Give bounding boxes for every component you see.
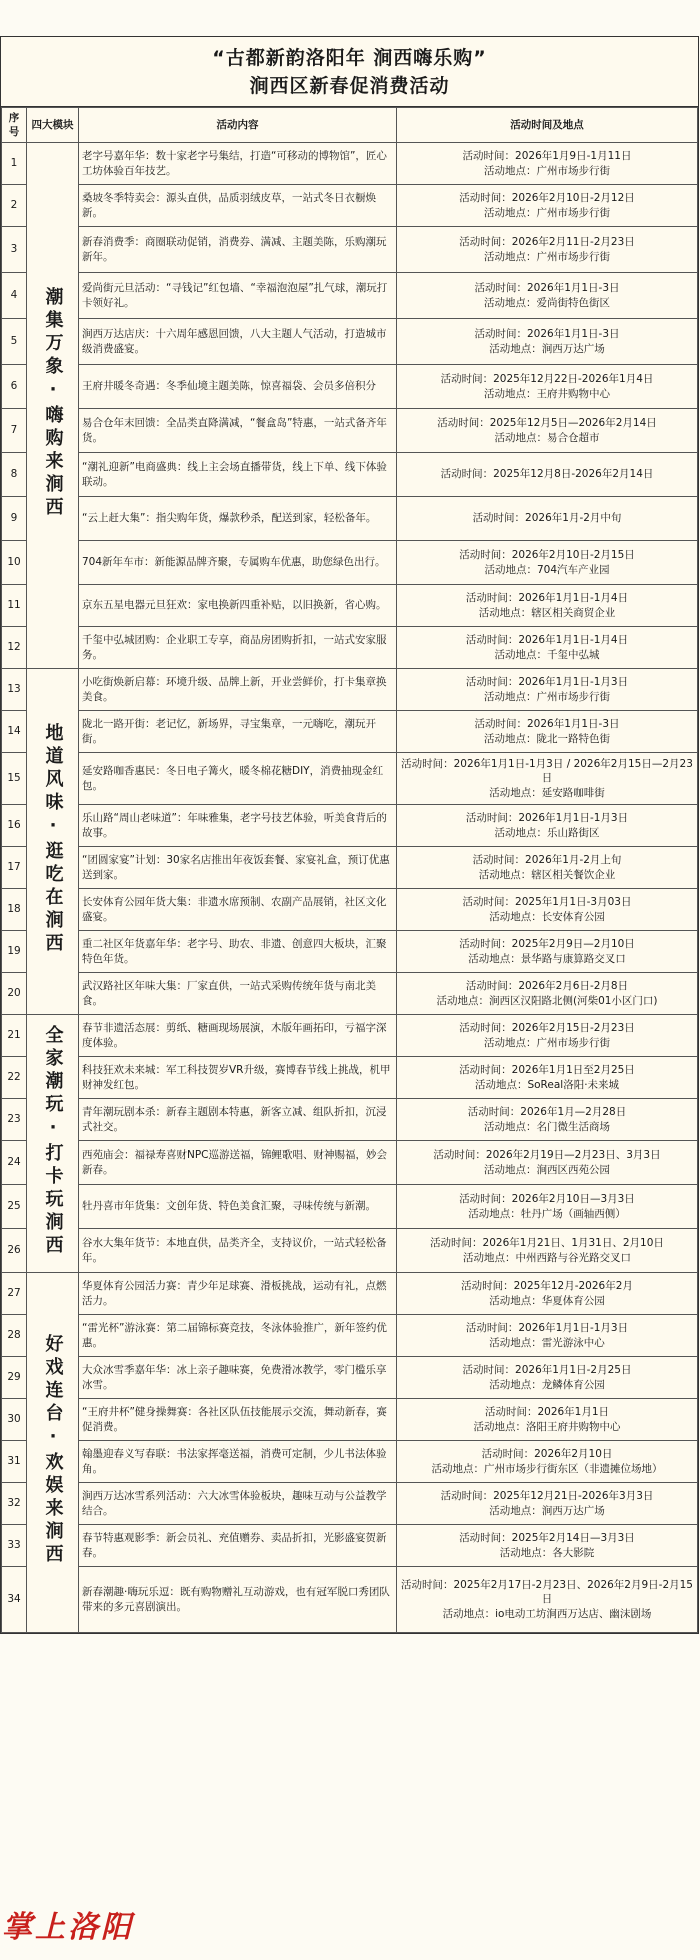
activity-time: 活动时间：2026年1月1日至2月25日 xyxy=(459,1064,635,1076)
activity-place: 活动地点：华夏体育公园 xyxy=(489,1294,605,1307)
activity-place: 活动地点：牡丹广场（画轴西侧） xyxy=(468,1207,626,1220)
row-number: 33 xyxy=(2,1525,27,1567)
activity-time: 活动时间：2026年1月21日、1月31日、2月10日 xyxy=(430,1237,664,1249)
activity-place: 活动地点：io电动工坊涧西万达店、幽沫剧场 xyxy=(442,1607,652,1620)
table-row xyxy=(2,1229,698,1273)
module-label: 潮集万象·嗨购来涧西 xyxy=(42,286,64,520)
row-number: 31 xyxy=(2,1441,27,1483)
table-row xyxy=(2,847,698,889)
row-number: 20 xyxy=(2,973,27,1015)
activity-time: 活动时间：2025年2月9日—2月10日 xyxy=(459,938,635,950)
activity-time: 活动时间：2026年1月1日-1月3日 xyxy=(465,676,629,688)
table-row xyxy=(2,1141,698,1185)
table-row xyxy=(2,273,698,319)
activity-place: 活动地点：704汽车产业园 xyxy=(484,563,610,576)
row-number: 7 xyxy=(2,409,27,453)
activity-content: 谷水大集年货节：本地直供，品类齐全，支持议价，一站式轻松备年。 xyxy=(79,1229,397,1273)
row-number: 18 xyxy=(2,889,27,931)
activity-time: 活动时间：2026年1月1日-1月4日 xyxy=(465,592,629,604)
activity-time: 活动时间：2026年1月1日-1月3日 / 2026年2月15日—2月23日 xyxy=(401,757,693,785)
activity-content: 春节非遗活态展：剪纸、糖画现场展演，木版年画拓印，亏福字深度体验。 xyxy=(79,1015,397,1057)
activity-place: 活动地点：辖区相关商贸企业 xyxy=(478,606,616,619)
activity-time: 活动时间：2026年1月—2月28日 xyxy=(467,1106,627,1118)
module-cell xyxy=(27,1015,79,1273)
activity-time: 活动时间：2025年12月8日-2026年2月14日 xyxy=(440,468,654,481)
activity-content: 科技狂欢未来城：军工科技贺岁VR升级，赛博春节线上挑战，机甲财神发红包。 xyxy=(79,1057,397,1099)
activity-content: 青年潮玩剧本杀：新春主题剧本特惠，新客立减、组队折扣，沉浸式社交。 xyxy=(79,1099,397,1141)
activity-time-place xyxy=(397,1483,698,1525)
row-number: 5 xyxy=(2,319,27,365)
activity-time: 活动时间：2025年12月5日—2026年2月14日 xyxy=(437,417,657,429)
activity-time: 活动时间：2026年2月10日-2月12日 xyxy=(459,192,635,204)
activity-place: 活动地点：长安体育公园 xyxy=(489,910,605,923)
activity-time: 活动时间：2026年1月9日-1月11日 xyxy=(462,150,632,162)
activity-place: 活动地点：涧西万达广场 xyxy=(489,342,605,355)
row-number: 29 xyxy=(2,1357,27,1399)
module-label: 地道风味·逛吃在涧西 xyxy=(42,722,64,956)
row-number: 25 xyxy=(2,1185,27,1229)
table-row xyxy=(2,1015,698,1057)
row-number: 27 xyxy=(2,1273,27,1315)
activity-content: 小吃街焕新启幕：环境升级、品牌上新，开业尝鲜价，打卡集章换美食。 xyxy=(79,669,397,711)
row-number: 13 xyxy=(2,669,27,711)
activity-content: 京东五星电器元旦狂欢：家电换新四重补贴，以旧换新，省心购。 xyxy=(79,585,397,627)
activity-content: 陇北一路开街：老记忆，新场界，寻宝集章，一元嗨吃，潮玩开街。 xyxy=(79,711,397,753)
row-number: 4 xyxy=(2,273,27,319)
activity-time: 活动时间：2025年12月-2026年2月 xyxy=(461,1280,633,1292)
table-header-row xyxy=(2,108,698,143)
activity-place: 活动地点：各大影院 xyxy=(499,1546,595,1559)
activity-time-place xyxy=(397,1229,698,1273)
activity-place: 活动地点：涧西区汉阳路北侧(河柴01小区门口) xyxy=(436,994,658,1007)
activity-place: 活动地点：涧西区西苑公园 xyxy=(484,1163,610,1176)
row-number: 10 xyxy=(2,541,27,585)
table-row xyxy=(2,409,698,453)
row-number: 8 xyxy=(2,453,27,497)
activity-place: 活动地点：涧西万达广场 xyxy=(489,1504,605,1517)
table-row xyxy=(2,669,698,711)
table-row xyxy=(2,973,698,1015)
activity-time-place xyxy=(397,1567,698,1633)
row-number: 15 xyxy=(2,753,27,805)
activity-time: 活动时间：2026年2月19日—2月23日、3月3日 xyxy=(433,1149,661,1161)
activity-content: 涧西万达店庆：十六周年感恩回馈，八大主题人气活动，打造城市级消费盛宴。 xyxy=(79,319,397,365)
table-row xyxy=(2,497,698,541)
activity-time-place xyxy=(397,973,698,1015)
table-body xyxy=(2,143,698,1633)
activity-content: 长安体育公园年货大集：非遗水席预制、农副产品展销，社区文化盛宴。 xyxy=(79,889,397,931)
table-row xyxy=(2,1357,698,1399)
table-row xyxy=(2,1399,698,1441)
activity-content: “潮礼迎新”电商盛典：线上主会场直播带货，线上下单、线下体验联动。 xyxy=(79,453,397,497)
table-row xyxy=(2,541,698,585)
activity-place: 活动地点：爱尚街特色街区 xyxy=(484,296,610,309)
activity-time-place xyxy=(397,1525,698,1567)
activity-time-place xyxy=(397,1141,698,1185)
activity-time-place xyxy=(397,227,698,273)
activity-time-place xyxy=(397,1185,698,1229)
activity-time-place xyxy=(397,1273,698,1315)
row-number: 3 xyxy=(2,227,27,273)
activity-content: “团圆家宴”计划：30家名店推出年夜饭套餐、家宴礼盒，预订优惠送到家。 xyxy=(79,847,397,889)
activity-content: 牡丹喜市年货集：文创年货、特色美食汇聚，寻味传统与新潮。 xyxy=(79,1185,397,1229)
table-row xyxy=(2,1315,698,1357)
activity-time-place xyxy=(397,889,698,931)
activity-time: 活动时间：2026年2月11日-2月23日 xyxy=(459,236,635,248)
row-number: 28 xyxy=(2,1315,27,1357)
activity-time: 活动时间：2026年1月1日-2月25日 xyxy=(462,1364,632,1376)
activity-content: 乐山路“周山老味道”：年味雅集，老字号技艺体验，听美食背后的故事。 xyxy=(79,805,397,847)
activity-time: 活动时间：2026年2月10日 xyxy=(481,1448,613,1460)
activity-place: 活动地点：SoReal洛阳·未来城 xyxy=(474,1078,620,1091)
activity-content: 新春消费季：商圈联动促销，消费券、满减、主题美陈，乐购潮玩新年。 xyxy=(79,227,397,273)
activity-time-place xyxy=(397,273,698,319)
activity-content: “王府井杯”健身操舞赛：各社区队伍技能展示交流，舞动新春，赛促消费。 xyxy=(79,1399,397,1441)
activity-content: 重二社区年货嘉年华：老字号、助农、非遗、创意四大板块，汇聚特色年货。 xyxy=(79,931,397,973)
row-number: 2 xyxy=(2,185,27,227)
activity-place: 活动地点：延安路咖啡街 xyxy=(489,786,605,799)
row-number: 16 xyxy=(2,805,27,847)
activity-time: 活动时间：2025年2月17日-2月23日、2026年2月9日-2月15日 xyxy=(400,1578,693,1606)
activity-time: 活动时间：2026年1月-2月中旬 xyxy=(472,512,622,525)
row-number: 11 xyxy=(2,585,27,627)
activity-time-place xyxy=(397,453,698,497)
table-row xyxy=(2,227,698,273)
activity-time-place xyxy=(397,541,698,585)
activity-content: “雷光杯”游泳赛：第二届锦标赛竞技，冬泳体验推广，新年签约优惠。 xyxy=(79,1315,397,1357)
table-row xyxy=(2,1273,698,1315)
title-line-2: 涧西区新春促消费活动 xyxy=(249,75,450,97)
activity-time: 活动时间：2026年2月10日-2月15日 xyxy=(459,549,635,561)
activity-content: 王府井暖冬奇遇：冬季仙境主题美陈，惊喜福袋、会员多倍积分 xyxy=(79,365,397,409)
activity-place: 活动地点：王府井购物中心 xyxy=(484,387,610,400)
activity-place: 活动地点：广州市场步行街 xyxy=(484,1036,610,1049)
row-number: 24 xyxy=(2,1141,27,1185)
activity-time: 活动时间：2026年2月6日-2月8日 xyxy=(465,980,629,992)
table-row xyxy=(2,453,698,497)
activity-sheet xyxy=(0,36,699,1634)
activity-time-place xyxy=(397,627,698,669)
activity-time: 活动时间：2026年1月1日-1月3日 xyxy=(465,1322,629,1334)
row-number: 21 xyxy=(2,1015,27,1057)
activity-time-place xyxy=(397,753,698,805)
activity-time: 活动时间：2025年12月21日-2026年3月3日 xyxy=(440,1490,654,1502)
table-row xyxy=(2,805,698,847)
activity-time: 活动时间：2026年1月1日 xyxy=(484,1406,610,1418)
activity-time: 活动时间：2025年2月14日—3月3日 xyxy=(459,1532,635,1544)
activity-time-place xyxy=(397,931,698,973)
table-row xyxy=(2,1525,698,1567)
activity-place: 活动地点：广州市场步行街东区（非遗摊位场地） xyxy=(431,1462,663,1475)
activity-time-place xyxy=(397,409,698,453)
table-row xyxy=(2,753,698,805)
activity-place: 活动地点：景华路与康算路交叉口 xyxy=(468,952,626,965)
title-line-1: “古都新韵洛阳年 涧西嗨乐购” xyxy=(212,47,487,69)
activity-content: 翰墨迎春义写春联：书法家挥毫送福，消费可定制，少儿书法体验角。 xyxy=(79,1441,397,1483)
module-cell xyxy=(27,669,79,1015)
activity-table xyxy=(1,107,698,1633)
table-row xyxy=(2,185,698,227)
header-content: 活动内容 xyxy=(79,108,397,143)
activity-time: 活动时间：2026年1月1日-3日 xyxy=(474,718,620,730)
row-number: 23 xyxy=(2,1099,27,1141)
activity-time: 活动时间：2026年2月10日—3月3日 xyxy=(459,1193,635,1205)
activity-content: 西苑庙会：福禄寿喜财NPC巡游送福，锦鲤歌唱、财神赐福，妙会新春。 xyxy=(79,1141,397,1185)
activity-place: 活动地点：陇北一路特色街 xyxy=(484,732,610,745)
row-number: 1 xyxy=(2,143,27,185)
row-number: 12 xyxy=(2,627,27,669)
activity-place: 活动地点：中州西路与谷光路交叉口 xyxy=(463,1251,631,1264)
activity-time-place xyxy=(397,805,698,847)
module-cell xyxy=(27,143,79,669)
header-seq: 序号 xyxy=(2,108,27,143)
activity-content: 桑坡冬季特卖会：源头直供，品质羽绒皮草，一站式冬日衣橱焕新。 xyxy=(79,185,397,227)
table-row xyxy=(2,711,698,753)
row-number: 19 xyxy=(2,931,27,973)
activity-time-place xyxy=(397,1015,698,1057)
activity-time-place xyxy=(397,319,698,365)
row-number: 9 xyxy=(2,497,27,541)
activity-time-place xyxy=(397,711,698,753)
activity-place: 活动地点：辖区相关餐饮企业 xyxy=(478,868,616,881)
table-row xyxy=(2,143,698,185)
activity-content: 大众冰雪季嘉年华：冰上亲子趣味赛，免费滑冰教学，零门槛乐享冰雪。 xyxy=(79,1357,397,1399)
activity-time-place xyxy=(397,185,698,227)
activity-time: 活动时间：2026年1月1日-1月4日 xyxy=(465,634,629,646)
activity-time-place xyxy=(397,1315,698,1357)
activity-place: 活动地点：乐山路街区 xyxy=(494,826,600,839)
activity-content: 爱尚街元旦活动：“寻钱记”红包墙、“幸福泡泡屋”扎气球，潮玩打卡领好礼。 xyxy=(79,273,397,319)
activity-place: 活动地点：名门微生活商场 xyxy=(484,1120,610,1133)
activity-place: 活动地点：广州市场步行街 xyxy=(484,206,610,219)
activity-time-place xyxy=(397,1057,698,1099)
header-time: 活动时间及地点 xyxy=(397,108,698,143)
activity-time: 活动时间：2026年1月1日-3日 xyxy=(474,282,620,294)
activity-time-place xyxy=(397,365,698,409)
activity-place: 活动地点：广州市场步行街 xyxy=(484,690,610,703)
zhangshang-luoyang-logo: 掌上洛阳 xyxy=(2,1910,134,1945)
table-row xyxy=(2,1099,698,1141)
activity-time-place xyxy=(397,585,698,627)
table-row xyxy=(2,627,698,669)
table-row xyxy=(2,365,698,409)
table-row xyxy=(2,319,698,365)
activity-time-place xyxy=(397,1399,698,1441)
row-number: 14 xyxy=(2,711,27,753)
table-row xyxy=(2,1185,698,1229)
header-module: 四大模块 xyxy=(27,108,79,143)
activity-time-place xyxy=(397,669,698,711)
activity-time-place xyxy=(397,143,698,185)
activity-content: 武汉路社区年味大集：厂家直供，一站式采购传统年货与南北美食。 xyxy=(79,973,397,1015)
activity-time-place xyxy=(397,1441,698,1483)
row-number: 17 xyxy=(2,847,27,889)
activity-time-place xyxy=(397,1099,698,1141)
activity-content: 704新年车市：新能源品牌齐聚，专属购车优惠，助您绿色出行。 xyxy=(79,541,397,585)
activity-time: 活动时间：2025年1月1日-3月03日 xyxy=(462,896,632,908)
activity-place: 活动地点：龙鳞体育公园 xyxy=(489,1378,605,1391)
table-row xyxy=(2,1057,698,1099)
activity-content: 涧西万达冰雪系列活动：六大冰雪体验板块，趣味互动与公益教学结合。 xyxy=(79,1483,397,1525)
activity-time-place xyxy=(397,497,698,541)
row-number: 26 xyxy=(2,1229,27,1273)
module-cell xyxy=(27,1273,79,1633)
activity-content: 春节特惠观影季：新会员礼、充值赠券、卖品折扣，光影盛宴贺新春。 xyxy=(79,1525,397,1567)
module-label: 全家潮玩·打卡玩涧西 xyxy=(42,1024,64,1258)
activity-time: 活动时间：2026年1月1日-1月3日 xyxy=(465,812,629,824)
activity-time: 活动时间：2026年2月15日-2月23日 xyxy=(459,1022,635,1034)
activity-content: 易合仓年末回馈：全品类直降满减，“餐盒岛”特惠，一站式备齐年货。 xyxy=(79,409,397,453)
module-label: 好戏连台·欢娱来涧西 xyxy=(42,1333,64,1567)
activity-time-place xyxy=(397,847,698,889)
activity-content: “云上赶大集”：指尖购年货，爆款秒杀，配送到家，轻松备年。 xyxy=(79,497,397,541)
activity-time: 活动时间：2025年12月22日-2026年1月4日 xyxy=(440,373,654,385)
activity-time-place xyxy=(397,1357,698,1399)
activity-place: 活动地点：雷光游泳中心 xyxy=(489,1336,605,1349)
table-row xyxy=(2,1441,698,1483)
row-number: 34 xyxy=(2,1567,27,1633)
row-number: 22 xyxy=(2,1057,27,1099)
activity-time: 活动时间：2026年1月-2月上旬 xyxy=(472,854,622,866)
row-number: 30 xyxy=(2,1399,27,1441)
activity-place: 活动地点：广州市场步行街 xyxy=(484,164,610,177)
row-number: 32 xyxy=(2,1483,27,1525)
activity-content: 华夏体育公园活力赛：青少年足球赛、滑板挑战，运动有礼，点燃活力。 xyxy=(79,1273,397,1315)
activity-place: 活动地点：广州市场步行街 xyxy=(484,250,610,263)
activity-time: 活动时间：2026年1月1日-3日 xyxy=(474,328,620,340)
table-row xyxy=(2,1567,698,1633)
table-row xyxy=(2,931,698,973)
row-number: 6 xyxy=(2,365,27,409)
table-row xyxy=(2,1483,698,1525)
activity-place: 活动地点：千玺中弘城 xyxy=(494,648,600,661)
activity-content: 老字号嘉年华：数十家老字号集结，打造“可移动的博物馆”，匠心工坊体验百年技艺。 xyxy=(79,143,397,185)
sheet-title xyxy=(1,37,698,107)
table-row xyxy=(2,585,698,627)
activity-content: 新春潮趣·嗨玩乐逗：既有购物赠礼互动游戏，也有冠军脱口秀团队带来的多元喜剧演出。 xyxy=(79,1567,397,1633)
activity-content: 延安路咖香惠民：冬日电子篝火，暖冬棉花糖DIY，消费抽现金红包。 xyxy=(79,753,397,805)
table-row xyxy=(2,889,698,931)
activity-content: 千玺中弘城团购：企业职工专享，商品房团购折扣，一站式安家服务。 xyxy=(79,627,397,669)
activity-place: 活动地点：洛阳王府井购物中心 xyxy=(473,1420,621,1433)
activity-place: 活动地点：易合仓超市 xyxy=(494,431,600,444)
